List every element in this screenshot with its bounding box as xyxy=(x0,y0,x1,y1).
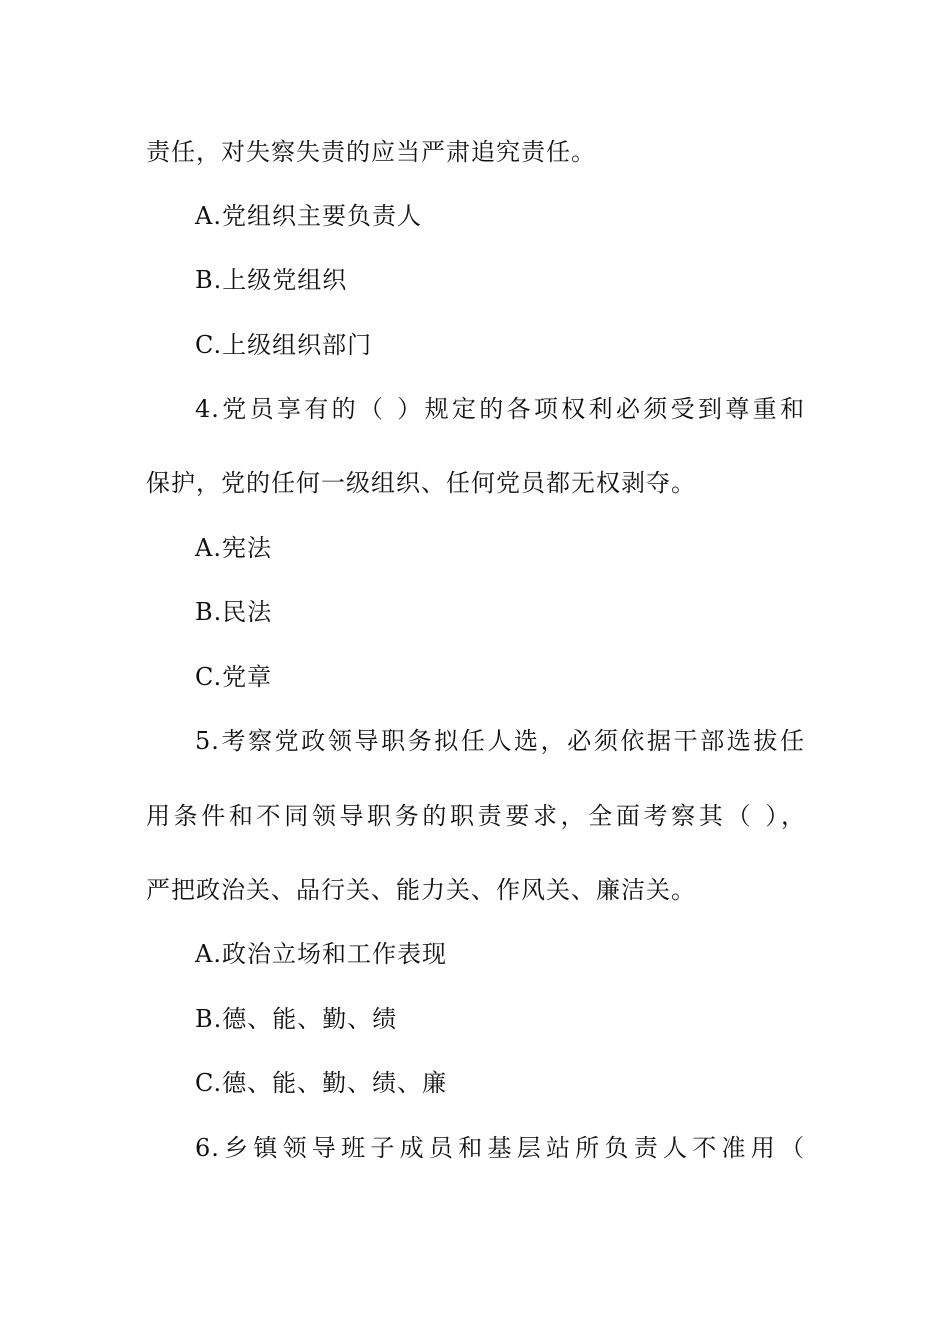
question-3-continuation: 责任，对失察失责的应当严肃追究责任。 xyxy=(146,138,596,166)
question-3-option-c: C.上级组织部门 xyxy=(195,331,373,359)
question-5-option-c: C.德、能、勤、绩、廉 xyxy=(195,1069,448,1097)
question-5-stem-continuation-1: 用条件和不同领导职务的职责要求，全面考察其（ ）， xyxy=(146,802,806,830)
question-5-stem-continuation-2: 严把政治关、品行关、能力关、作风关、廉洁关。 xyxy=(146,876,696,904)
question-5-option-b: B.德、能、勤、绩 xyxy=(195,1005,398,1033)
question-4-option-a: A.宪法 xyxy=(195,534,272,562)
question-5-stem: 5.考察党政领导职务拟任人选，必须依据干部选拔任 xyxy=(195,727,805,755)
question-6-stem: 6.乡镇领导班子成员和基层站所负责人不准用（ xyxy=(195,1134,805,1162)
question-3-option-a: A.党组织主要负责人 xyxy=(195,202,422,230)
question-5-option-a: A.政治立场和工作表现 xyxy=(195,940,447,968)
question-4-option-b: B.民法 xyxy=(195,598,273,626)
question-4-stem-continuation: 保护，党的任何一级组织、任何党员都无权剥夺。 xyxy=(146,469,696,497)
question-3-option-b: B.上级党组织 xyxy=(195,266,348,294)
question-4-option-c: C.党章 xyxy=(195,663,273,691)
question-4-stem: 4.党员享有的（ ）规定的各项权利必须受到尊重和 xyxy=(195,395,805,423)
